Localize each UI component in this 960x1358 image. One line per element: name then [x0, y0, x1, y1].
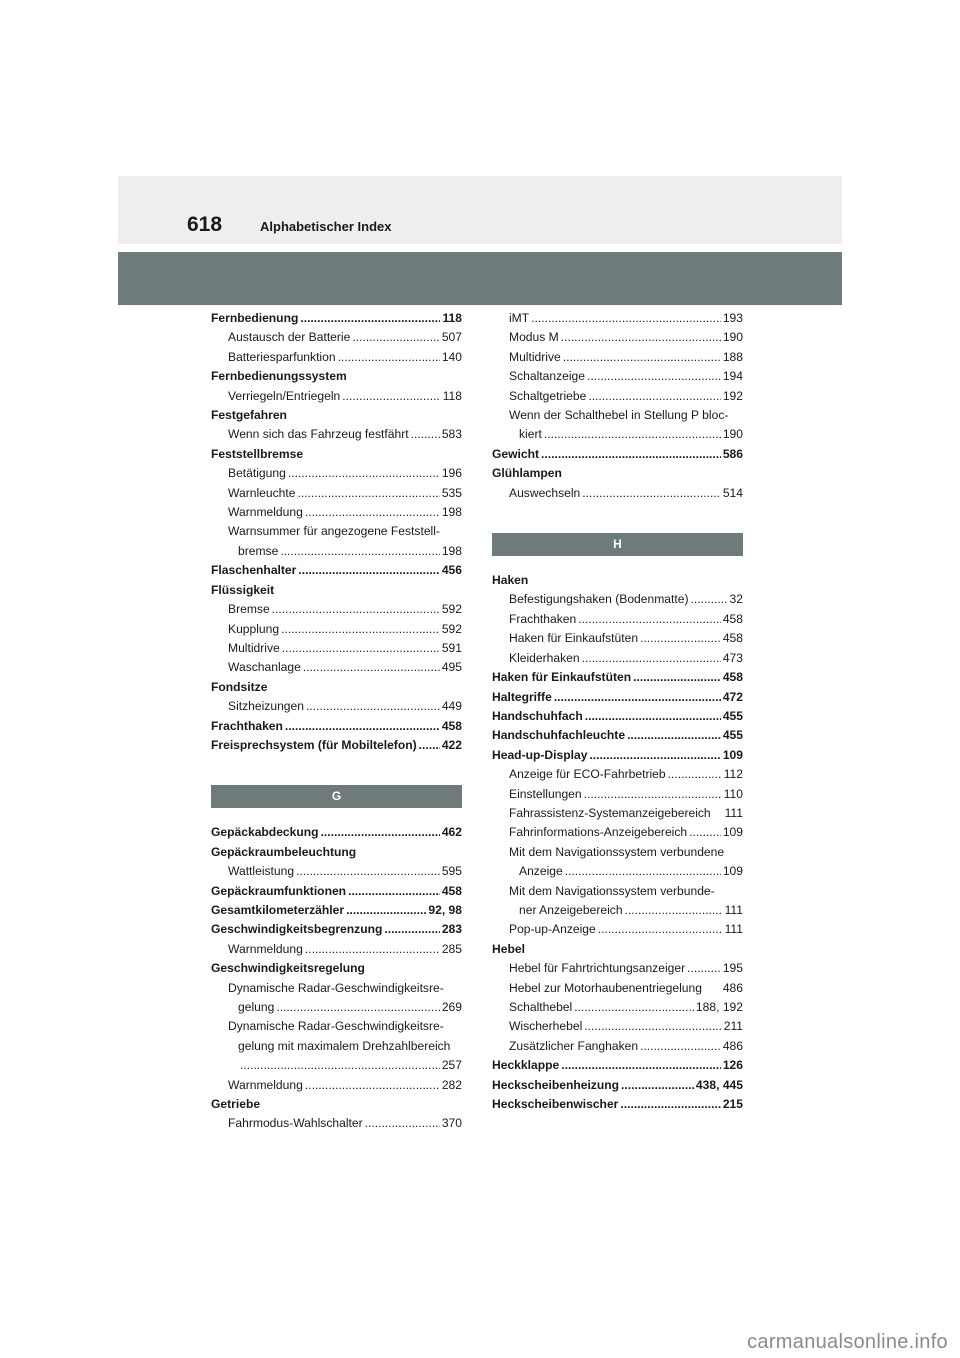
entry-page: 118	[442, 388, 462, 403]
entry-page: 591	[441, 640, 462, 655]
leader-dots	[541, 445, 721, 464]
index-entry	[211, 901, 462, 920]
index-subentry: Mit dem Navigationssystem verbunde-	[509, 883, 715, 898]
entry-text: Head-up-Display	[492, 747, 588, 762]
leader-dots	[288, 464, 440, 483]
entry-page: 193	[722, 311, 743, 325]
page-number: 618	[187, 213, 223, 236]
index-subentry	[492, 309, 743, 328]
entry-text: Wattleistung	[228, 864, 295, 879]
entry-page: 486	[722, 980, 743, 995]
entry-text: Fernbedienung	[211, 311, 299, 325]
entry-text: Haken für Einkaufstüten	[509, 631, 639, 646]
leader-dots	[561, 1056, 721, 1075]
entry-text: Anzeige	[519, 864, 563, 879]
entry-page: 495	[441, 660, 462, 675]
leader-dots	[305, 1076, 440, 1095]
index-subentry	[211, 348, 462, 367]
index-entry: Festgefahren	[211, 408, 287, 423]
entry-page: 112	[723, 767, 743, 782]
letter-heading: H	[492, 533, 743, 556]
leader-dots	[687, 959, 721, 978]
index-subentry	[492, 610, 743, 629]
entry-page: 109	[722, 864, 743, 879]
entry-page: 455	[722, 728, 743, 743]
leader-dots	[240, 1056, 440, 1075]
entry-page: 472	[722, 689, 743, 704]
index-entry	[492, 445, 743, 464]
index-entry	[492, 746, 743, 765]
entry-page: 535	[441, 485, 462, 500]
index-entry	[492, 668, 743, 687]
index-subentry	[211, 464, 462, 483]
index-entry: Glühlampen	[492, 466, 562, 481]
entry-text: Waschanlage	[228, 660, 301, 675]
index-subentry	[492, 1037, 743, 1056]
entry-text: Gepäckraumfunktionen	[211, 883, 347, 898]
index-subentry	[492, 367, 743, 386]
index-subentry	[492, 998, 743, 1017]
entry-page: 285	[441, 941, 462, 956]
index-subentry	[211, 600, 462, 619]
entry-text: kiert	[519, 427, 542, 442]
leader-dots	[346, 901, 426, 920]
leader-dots	[582, 484, 721, 503]
entry-text: gelung	[238, 1000, 275, 1014]
entry-page: 126	[722, 1058, 743, 1073]
leader-dots	[689, 823, 721, 842]
index-subentry	[492, 425, 743, 444]
entry-text: ner Anzeigebereich	[519, 902, 623, 917]
entry-text: Fahrinformations-Anzeigebereich	[509, 825, 688, 840]
index-subentry	[492, 959, 743, 978]
entry-page: 111	[724, 805, 743, 820]
leader-dots	[621, 1076, 694, 1095]
index-subentry	[211, 862, 462, 881]
leader-dots	[365, 1114, 440, 1133]
entry-text: Modus M	[509, 330, 559, 345]
index-subentry: Dynamische Radar-Geschwindigkeitsre-	[228, 980, 444, 995]
entry-page: 215	[722, 1097, 743, 1112]
leader-dots	[640, 629, 721, 648]
entry-text: Heckklappe	[492, 1058, 560, 1073]
index-entry: Gepäckraumbeleuchtung	[211, 844, 357, 859]
entry-text: Haken für Einkaufstüten	[492, 670, 632, 685]
entry-page: 456	[441, 563, 462, 578]
entry-page: 514	[722, 485, 743, 500]
leader-dots	[296, 862, 440, 881]
entry-text: Hebel zur Motorhaubenentriegelung	[509, 980, 702, 995]
entry-text: Warnmeldung	[228, 1077, 303, 1092]
entry-page: 109	[722, 747, 743, 762]
entry-page: 586	[722, 446, 743, 461]
index-subentry: gelung mit maximalem Drehzahlbereich	[238, 1038, 451, 1053]
entry-text: Kupplung	[228, 621, 280, 636]
index-entry	[211, 717, 462, 736]
index-subentry	[211, 1056, 462, 1075]
index-entry	[492, 688, 743, 707]
entry-text: bremse	[238, 543, 279, 558]
entry-text: Bremse	[228, 602, 270, 617]
entry-text: Schaltanzeige	[509, 369, 585, 384]
leader-dots	[584, 1017, 721, 1036]
leader-dots	[305, 940, 440, 959]
entry-text: Multidrive	[509, 349, 561, 364]
leader-dots	[584, 785, 722, 804]
index-subentry	[211, 425, 462, 444]
entry-page: 283	[441, 922, 462, 937]
entry-page: 458	[441, 883, 462, 898]
entry-text: Handschuhfach	[492, 708, 583, 723]
entry-page: 111	[724, 902, 743, 917]
entry-text: Schaltgetriebe	[509, 388, 587, 403]
leader-dots	[627, 726, 721, 745]
entry-page: 32	[729, 592, 743, 607]
leader-dots	[306, 697, 440, 716]
entry-page: 458	[722, 611, 743, 626]
index-subentry	[492, 785, 743, 804]
entry-page: 592	[441, 602, 462, 617]
entry-page: 140	[441, 349, 462, 364]
index-subentry	[492, 649, 743, 668]
entry-page: 370	[441, 1116, 462, 1131]
index-subentry	[492, 328, 743, 347]
leader-dots	[276, 998, 439, 1017]
index-entry: Geschwindigkeitsregelung	[211, 961, 365, 976]
entry-page: 282	[441, 1077, 462, 1092]
index-entry	[492, 1095, 743, 1114]
entry-page: 458	[441, 718, 462, 733]
entry-text: iMT	[509, 311, 530, 325]
entry-text: Handschuhfachleuchte	[492, 728, 626, 743]
entry-text: Verriegeln/Entriegeln	[228, 388, 341, 403]
entry-text: Einstellungen	[509, 786, 582, 801]
index-entry	[492, 1056, 743, 1075]
entry-page: 269	[441, 1000, 462, 1014]
leader-dots	[282, 639, 440, 658]
index-subentry	[492, 920, 743, 939]
index-column-left	[211, 309, 462, 1134]
leader-dots	[384, 920, 439, 939]
entry-text: Fahrmodus-Wahlschalter	[228, 1116, 363, 1131]
leader-dots	[352, 328, 439, 347]
index-subentry	[492, 1017, 743, 1036]
entry-page: 211	[723, 1019, 743, 1034]
leader-dots	[338, 348, 440, 367]
leader-dots	[297, 484, 439, 503]
entry-text: Haltegriffe	[492, 689, 552, 704]
index-entry: Fernbedienungssystem	[211, 369, 347, 384]
leader-dots	[587, 367, 721, 386]
index-subentry	[492, 590, 743, 609]
entry-text: Betätigung	[228, 466, 286, 481]
entry-text: Freisprechsystem (für Mobiltelefon)	[211, 737, 417, 752]
entry-page: 455	[722, 708, 743, 723]
index-subentry: Warnsummer für angezogene Feststell-	[228, 524, 440, 539]
watermark: carmanualsonline.info	[747, 1331, 948, 1353]
entry-text: Anzeige für ECO-Fahrbetrieb	[509, 767, 666, 782]
entry-page: 458	[722, 631, 743, 646]
index-subentry	[492, 901, 743, 920]
index-entry	[211, 736, 462, 755]
entry-text: Gewicht	[492, 446, 540, 461]
entry-text: Frachthaken	[211, 718, 283, 733]
entry-page: 583	[441, 427, 462, 442]
index-subentry	[211, 542, 462, 561]
leader-dots	[625, 901, 723, 920]
leader-dots	[598, 920, 723, 939]
entry-text: Austausch der Batterie	[228, 330, 351, 345]
entry-page: 438, 445	[695, 1077, 743, 1092]
leader-dots	[544, 425, 721, 444]
index-entry: Flüssigkeit	[211, 582, 275, 597]
entry-page: 196	[441, 466, 462, 481]
index-subentry	[211, 658, 462, 677]
leader-dots	[565, 862, 721, 881]
index-entry	[492, 726, 743, 745]
index-subentry	[492, 765, 743, 784]
entry-page: 190	[722, 427, 743, 442]
leader-dots	[585, 707, 721, 726]
entry-text: Warnmeldung	[228, 505, 303, 520]
index-subentry	[211, 697, 462, 716]
letter-heading: G	[211, 785, 462, 808]
index-entry	[211, 882, 462, 901]
entry-page: 195	[722, 961, 743, 976]
index-subentry: Dynamische Radar-Geschwindigkeitsre-	[228, 1019, 444, 1034]
entry-text: Kleiderhaken	[509, 650, 580, 665]
entry-text: Pop-up-Anzeige	[509, 922, 596, 937]
index-subentry	[492, 804, 743, 823]
index-entry	[211, 309, 462, 328]
entry-page: 92, 98	[428, 902, 462, 917]
entry-text: Sitzheizungen	[228, 699, 304, 714]
leader-dots	[272, 600, 440, 619]
leader-dots	[285, 717, 440, 736]
entry-page: 198	[441, 505, 462, 520]
entry-text: Frachthaken	[509, 611, 577, 626]
entry-page: 473	[722, 650, 743, 665]
index-subentry	[492, 979, 743, 998]
leader-dots	[582, 649, 721, 668]
entry-text: Heckscheibenheizung	[492, 1077, 620, 1092]
entry-page: 257	[441, 1058, 462, 1073]
entry-page: 192	[722, 388, 743, 403]
entry-text: Multidrive	[228, 640, 280, 655]
leader-dots	[668, 765, 722, 784]
index-subentry	[211, 387, 462, 406]
leader-dots	[298, 561, 439, 580]
entry-page: 188, 192	[695, 1000, 743, 1014]
leader-dots	[348, 882, 440, 901]
index-entry: Hebel	[492, 941, 525, 956]
leader-dots	[280, 542, 439, 561]
leader-dots	[640, 1037, 721, 1056]
header-band	[118, 176, 842, 244]
entry-text: Batteriesparfunktion	[228, 349, 336, 364]
entry-page: 188	[722, 349, 743, 364]
entry-text: Geschwindigkeitsbegrenzung	[211, 922, 383, 937]
entry-text: Flaschenhalter	[211, 563, 297, 578]
entry-text: Heckscheibenwischer	[492, 1097, 619, 1112]
leader-dots	[588, 387, 720, 406]
index-entry: Feststellbremse	[211, 446, 304, 461]
section-title: Alphabetischer Index	[260, 219, 392, 234]
index-column-right	[492, 309, 743, 1114]
leader-dots	[620, 1095, 720, 1114]
entry-page: 194	[722, 369, 743, 384]
entry-text: Auswechseln	[509, 485, 581, 500]
index-subentry	[211, 998, 462, 1017]
index-entry	[492, 1076, 743, 1095]
index-entry: Getriebe	[211, 1097, 261, 1112]
leader-dots	[419, 736, 440, 755]
entry-page: 507	[441, 330, 462, 345]
entry-text: Zusätzlicher Fanghaken	[509, 1038, 639, 1053]
entry-text: Warnleuchte	[228, 485, 296, 500]
leader-dots	[691, 590, 728, 609]
leader-dots	[633, 668, 721, 687]
header-bar	[118, 252, 842, 305]
index-subentry	[492, 823, 743, 842]
index-entry	[492, 707, 743, 726]
leader-dots	[321, 823, 440, 842]
leader-dots	[561, 328, 721, 347]
leader-dots	[342, 387, 440, 406]
entry-text: Gepäckabdeckung	[211, 825, 319, 840]
index-subentry	[211, 484, 462, 503]
entry-page: 592	[441, 621, 462, 636]
leader-dots	[411, 425, 440, 444]
index-entry	[211, 561, 462, 580]
entry-text: Schalthebel	[509, 1000, 573, 1014]
entry-page: 422	[441, 737, 462, 752]
entry-text: Hebel für Fahrtrichtungsanzeiger	[509, 961, 686, 976]
index-subentry	[211, 1076, 462, 1095]
entry-page: 109	[722, 825, 743, 840]
index-subentry	[211, 639, 462, 658]
entry-page: 486	[722, 1038, 743, 1053]
entry-page: 198	[441, 543, 462, 558]
index-entry: Fondsitze	[211, 679, 268, 694]
entry-page: 190	[722, 330, 743, 345]
index-subentry	[492, 629, 743, 648]
index-entry	[211, 823, 462, 842]
entry-text: Gesamtkilometerzähler	[211, 902, 345, 917]
index-subentry	[211, 328, 462, 347]
index-subentry	[211, 1114, 462, 1133]
leader-dots	[563, 348, 721, 367]
entry-text: Wenn sich das Fahrzeug festfährt	[228, 427, 409, 442]
entry-text: Befestigungshaken (Bodenmatte)	[509, 592, 689, 607]
index-subentry	[211, 620, 462, 639]
leader-dots	[574, 998, 694, 1017]
leader-dots	[554, 688, 721, 707]
entry-page: 118	[442, 311, 462, 325]
index-entry: Haken	[492, 573, 529, 588]
entry-page: 462	[441, 825, 462, 840]
index-subentry: Mit dem Navigationssystem verbundene	[509, 844, 725, 859]
entry-page: 458	[722, 670, 743, 685]
leader-dots	[303, 658, 440, 677]
entry-page: 595	[441, 864, 462, 879]
entry-page: 111	[724, 922, 743, 937]
leader-dots	[531, 309, 721, 328]
index-subentry	[492, 862, 743, 881]
leader-dots	[578, 610, 721, 629]
index-subentry	[492, 348, 743, 367]
index-subentry	[211, 940, 462, 959]
leader-dots	[305, 503, 440, 522]
index-subentry	[211, 503, 462, 522]
leader-dots	[589, 746, 720, 765]
entry-text: Warnmeldung	[228, 941, 303, 956]
index-subentry	[492, 484, 743, 503]
leader-dots	[300, 309, 440, 328]
entry-page: 110	[723, 786, 743, 801]
entry-text: Wischerhebel	[509, 1019, 583, 1034]
leader-dots	[281, 620, 440, 639]
index-subentry	[492, 387, 743, 406]
index-entry	[211, 920, 462, 939]
index-subentry: Wenn der Schalthebel in Stellung P bloc-	[509, 408, 729, 423]
entry-text: Fahrassistenz-Systemanzeigebereich	[509, 805, 711, 820]
entry-page: 449	[441, 699, 462, 714]
